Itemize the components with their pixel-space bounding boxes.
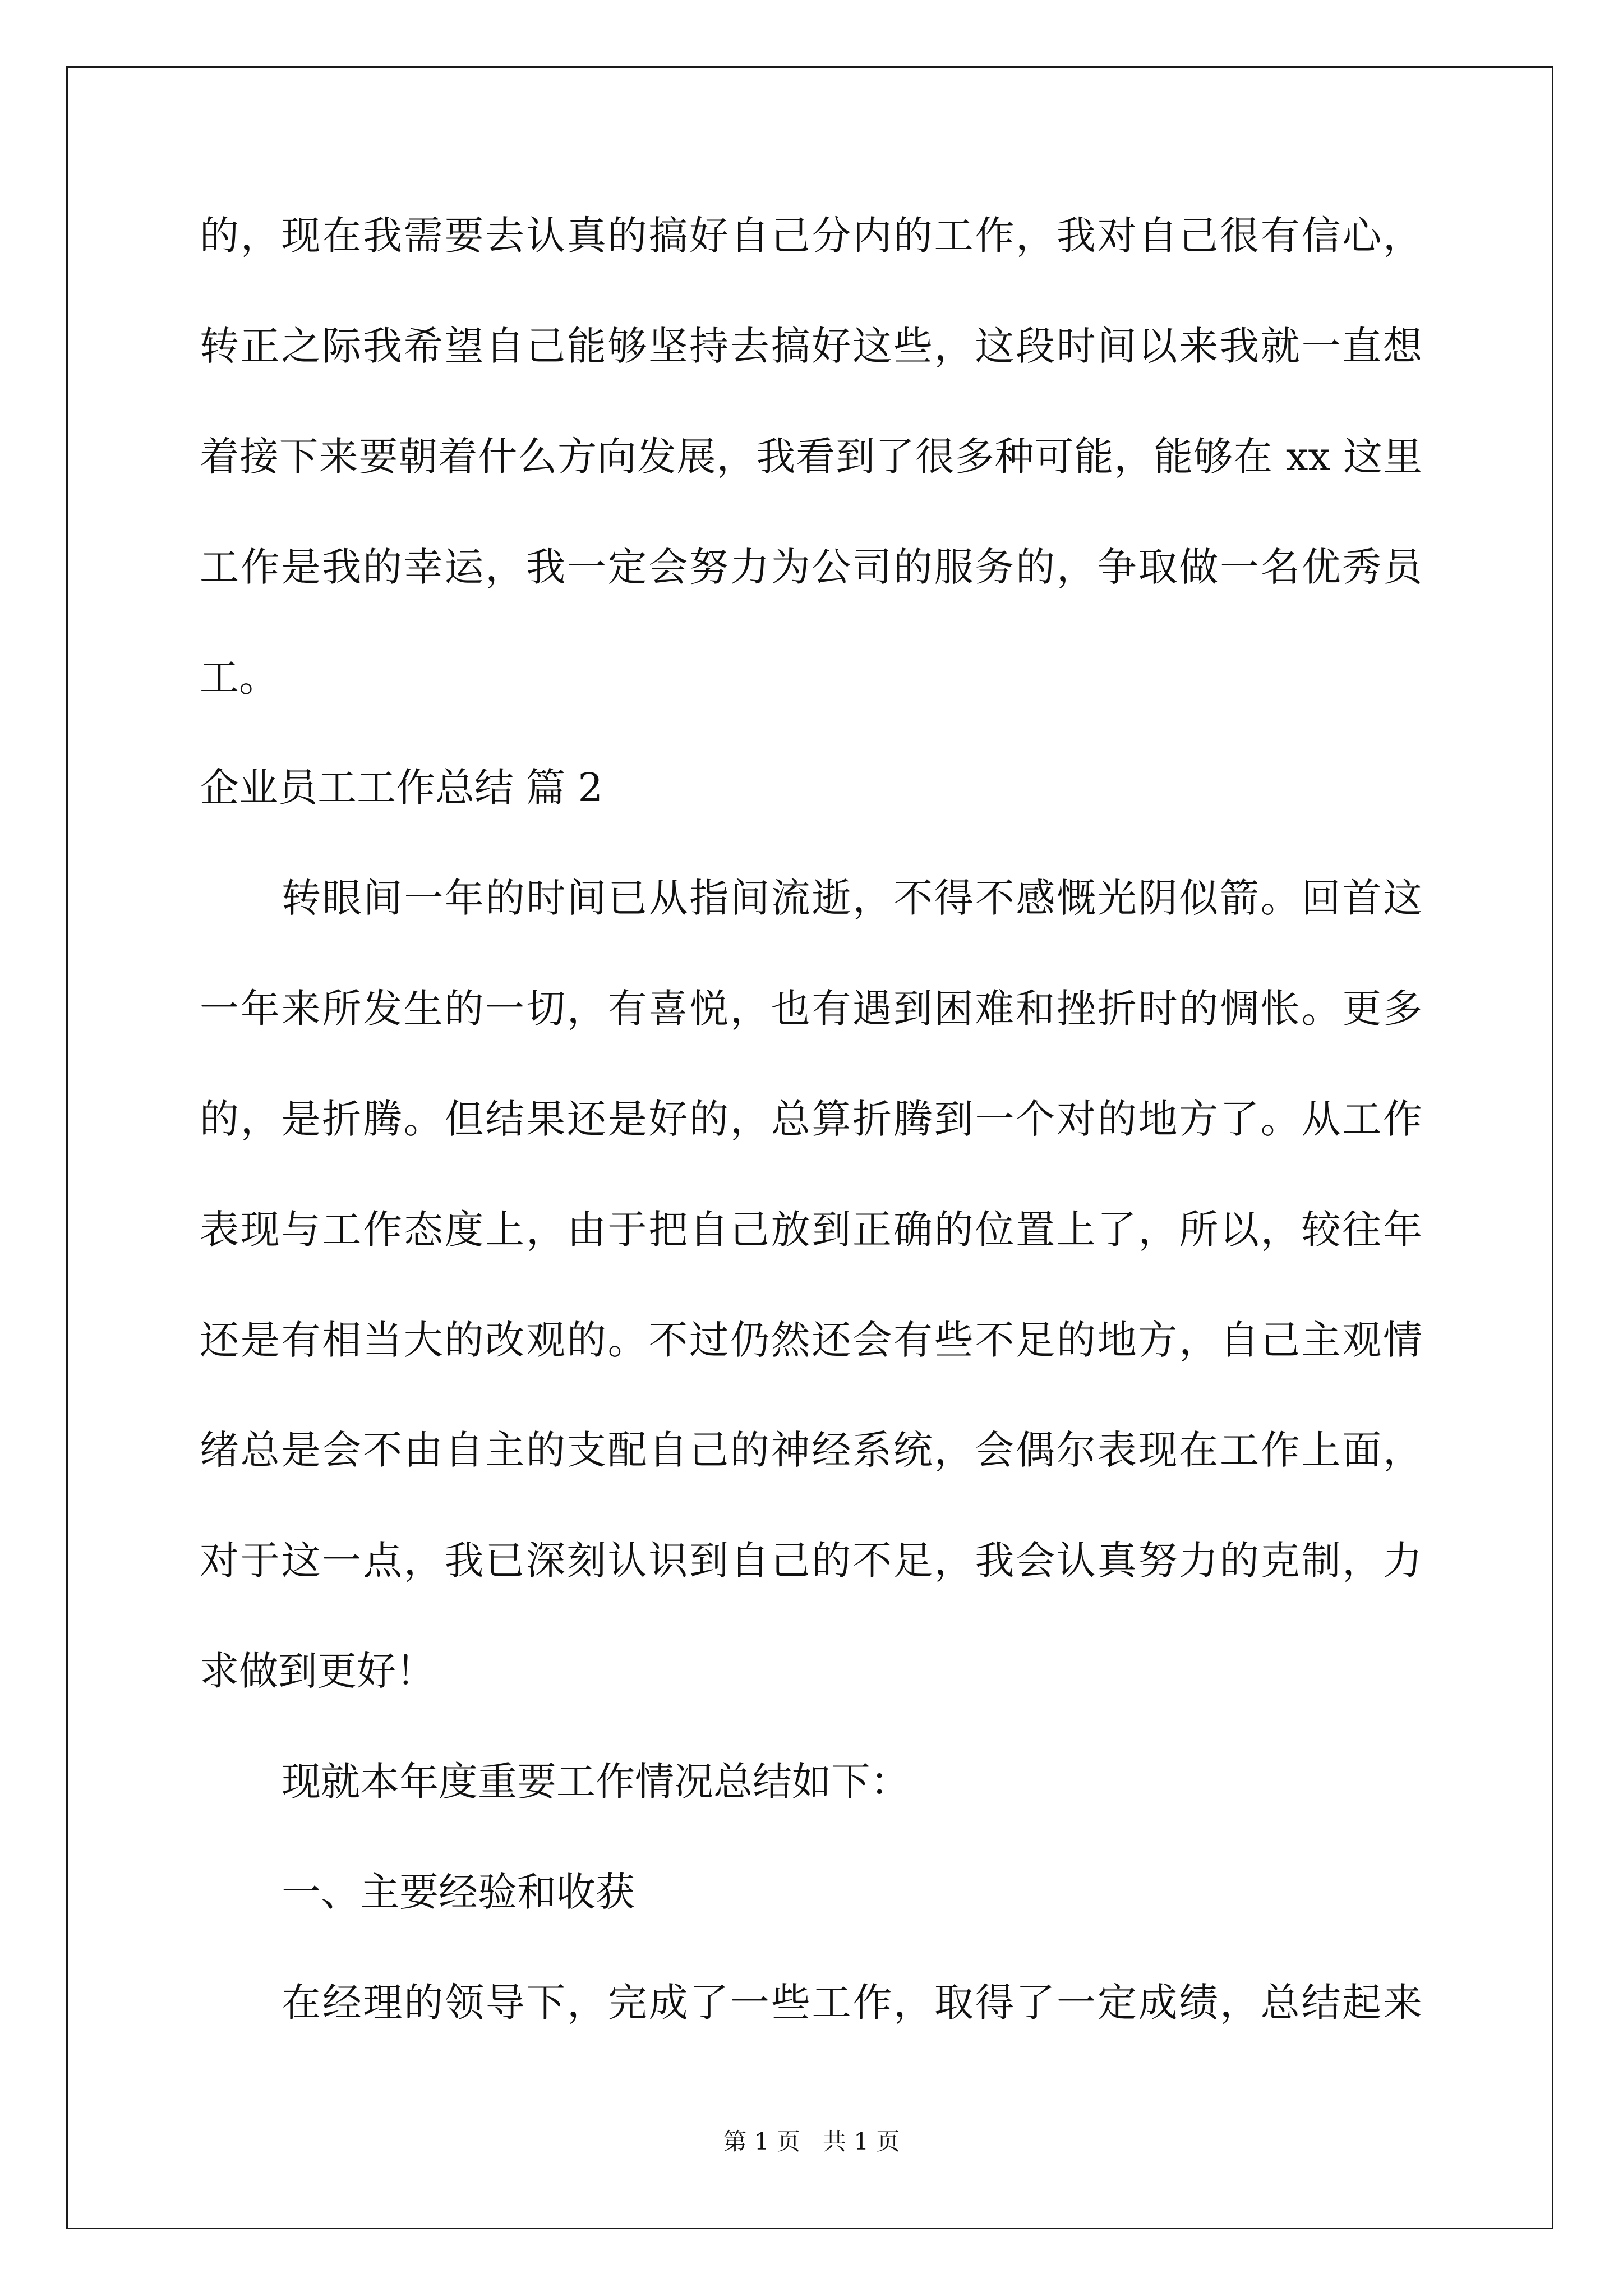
- subsection-heading: 一、主要经验和收获: [282, 1869, 635, 1915]
- paragraph-line: 在经理的领导下，完成了一些工作，取得了一定成绩，总结起来: [282, 1980, 1422, 2026]
- paragraph-line: 表现与工作态度上，由于把自己放到正确的位置上了，所以，较往年: [200, 1207, 1422, 1253]
- page-footer: 第 1 页 共 1 页: [723, 2128, 900, 2155]
- paragraph-line: 工。: [200, 655, 278, 701]
- paragraph-line: 一年来所发生的一切，有喜悦，也有遇到困难和挫折时的惆怅。更多: [200, 986, 1422, 1032]
- paragraph-line: 对于这一点，我已深刻认识到自己的不足，我会认真努力的克制，力: [200, 1538, 1422, 1584]
- paragraph-line: 转眼间一年的时间已从指间流逝，不得不感慨光阴似箭。回首这: [282, 875, 1422, 921]
- paragraph-line: 求做到更好！: [200, 1648, 435, 1694]
- paragraph-line: 着接下来要朝着什么方向发展，我看到了很多种可能，能够在 xx 这里: [200, 434, 1422, 480]
- paragraph-line: 绪总是会不由自主的支配自己的神经系统，会偶尔表现在工作上面，: [200, 1427, 1422, 1473]
- paragraph-line: 的，现在我需要去认真的搞好自己分内的工作，我对自己很有信心，: [200, 213, 1422, 259]
- section-heading: 企业员工工作总结 篇 2: [200, 765, 603, 811]
- paragraph-line: 转正之际我希望自己能够坚持去搞好这些，这段时间以来我就一直想: [200, 323, 1422, 369]
- paragraph-line: 的，是折腾。但结果还是好的，总算折腾到一个对的地方了。从工作: [200, 1096, 1422, 1142]
- paragraph-line: 工作是我的幸运，我一定会努力为公司的服务的，争取做一名优秀员: [200, 544, 1422, 590]
- paragraph-line: 现就本年度重要工作情况总结如下：: [282, 1759, 910, 1805]
- paragraph-line: 还是有相当大的改观的。不过仍然还会有些不足的地方，自己主观情: [200, 1317, 1422, 1363]
